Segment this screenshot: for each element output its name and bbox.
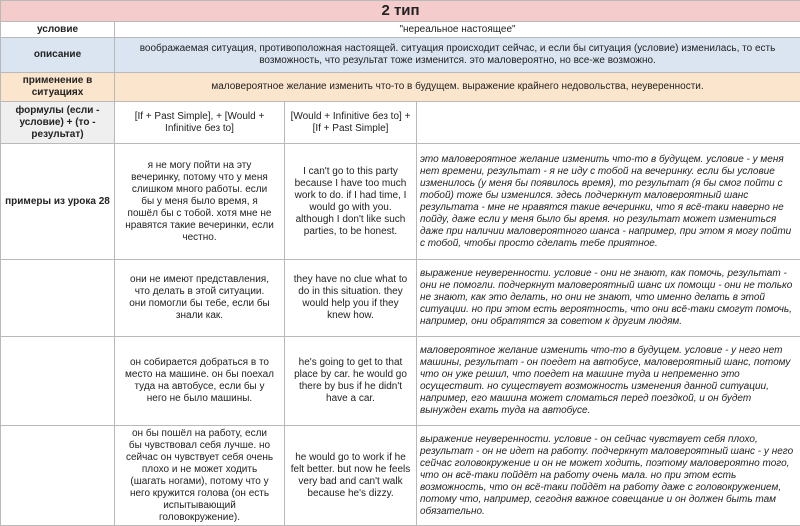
example-ru: я не могу пойти на эту вечеринку, потому что у меня слишком много работы. если бы у меня было время, я пошёл бы с тобой. хотя мне не нравятся такие вечеринки, если честно. (115, 144, 285, 260)
condition-label: условие (1, 22, 115, 38)
usage-label: применение в ситуациях (1, 73, 115, 102)
example-en: I can't go to this party because I have too much work to do. if I had time, I would go with you. although I don't like such parties, to be honest. (285, 144, 417, 260)
examples-label-continued (1, 260, 115, 337)
example-ru: он бы пошёл на работу, если бы чувствовал себя лучше. но сейчас он чувствует себя очень плохо и не может ходить (шагать ногами), потому что у него кружится голова (он есть испытывающий головокружение). (115, 426, 285, 526)
example-note: маловероятное желание изменить что-то в будущем. условие - у него нет машины, результат - он поедет на автобусе, маловероятный шанс, потому что он уже решил, что поедет на машине туда и непременно это осуществит. но существует возможность изменения данной ситуации, например, его машина может сломаться перед поездкой, и он будет вынужден ехать туда на автобусе. (417, 337, 800, 426)
examples-label-continued (1, 337, 115, 426)
example-en: he would go to work if he felt better. but now he feels very bad and can't walk because he's dizzy. (285, 426, 417, 526)
example-ru: они не имеют представления, что делать в этой ситуации. они помогли бы тебе, если бы знали как. (115, 260, 285, 337)
example-en: they have no clue what to do in this situation. they would help you if they knew how. (285, 260, 417, 337)
example-note: выражение неуверенности. условие - они не знают, как помочь, результат - они не помогли. подчеркнут маловероятный шанс их помощи - они не только не знают, как это делать, но они не знают, что именно делать в этой ситуации. но при этом есть вероятность, что они всё-таки смогут помочь, например, они обратятся за советом к другим людям. (417, 260, 800, 337)
condition-value: "нереальное настоящее" (115, 22, 800, 38)
usage-value: маловероятное желание изменить что-то в будущем. выражение крайнего недовольства, неуверенности. (115, 73, 800, 102)
description-value: воображаемая ситуация, противоположная настоящей. ситуация происходит сейчас, и если бы ситуация (условие) изменилась, то есть возможность, что результат тоже изменится. это маловероятно, но все-же возможно. (115, 38, 800, 73)
example-en: he's going to get to that place by car. he would go there by bus if he didn't have a car. (285, 337, 417, 426)
examples-label-continued (1, 426, 115, 526)
example-note: выражение неуверенности. условие - он сейчас чувствует себя плохо, результат - он не идет на работу. подчеркнут маловероятный шанс - у него сейчас головокружение и он не может ходить, поэтому маловероятно того, что он всё-таки пойдёт на работу очень мала. но при этом есть возможность, что он всё-таки пойдёт на работу даже с головокружением, потому что, например, сегодня важное совещание и он должен быть там обязательно. (417, 426, 800, 526)
table-title: 2 тип (1, 1, 800, 22)
examples-label: примеры из урока 28 (1, 144, 115, 260)
example-note: это маловероятное желание изменить что-то в будущем. условие - у меня нет времени, результат - я не иду с тобой на вечеринку. если бы условие изменилось (у меня бы появилось время), то результат (я бы смог пойти с тобой) тоже бы изменился. здесь подчеркнут маловероятный шанс результата - мне не нравятся такие вечеринки, что я всё-таки наверно не пойду, даже если у меня было бы время. но результат может измениться даже при наличии маловероятного шанса - например, при этом я могу пойти с тобой, чтобы просто сделать тебе приятное. (417, 144, 800, 260)
formula-if-first: [If + Past Simple], + [Would + Infinitive без to] (115, 102, 285, 144)
description-label: описание (1, 38, 115, 73)
formula-empty-cell (417, 102, 800, 144)
example-ru: он собирается добраться в то место на машине. он бы поехал туда на автобусе, если бы у него не было машины. (115, 337, 285, 426)
formula-would-first: [Would + Infinitive без to] + [If + Past Simple] (285, 102, 417, 144)
formulas-label: формулы (если - условие) + (то - результат) (1, 102, 115, 144)
